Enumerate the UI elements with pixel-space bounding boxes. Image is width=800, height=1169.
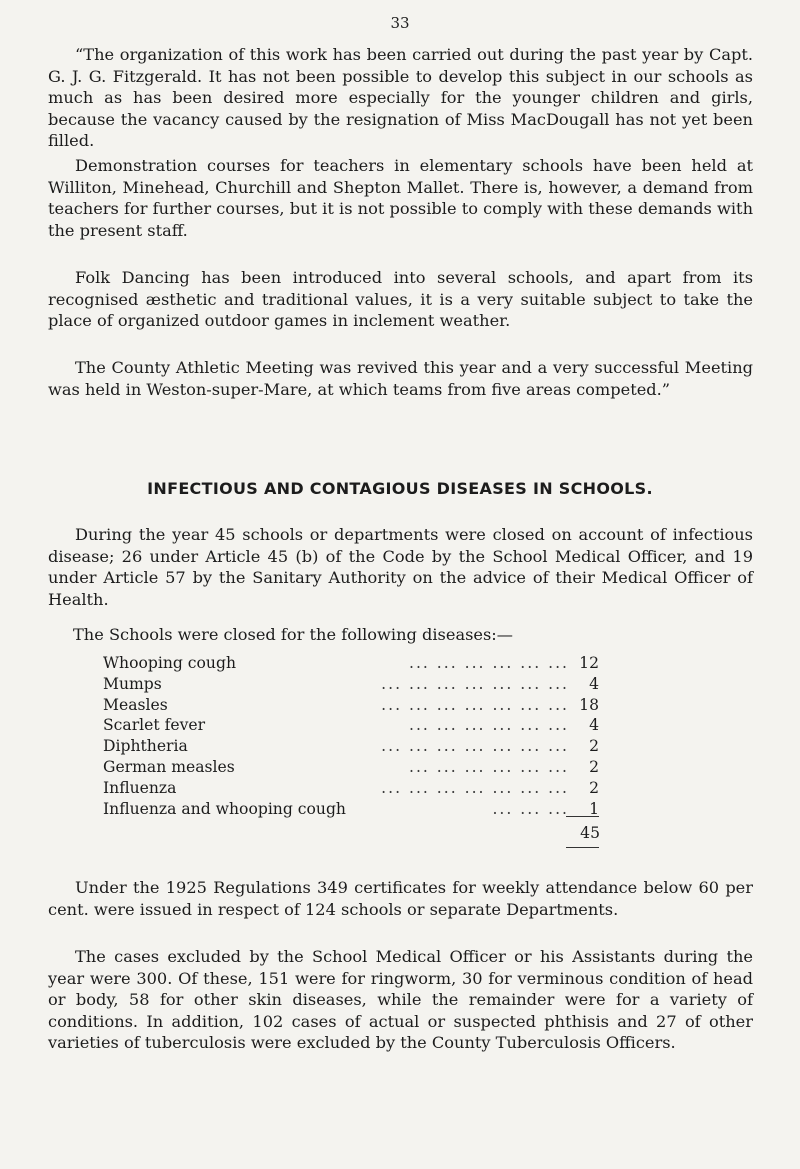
- dot-leader: ... ... ... ... ... ...: [408, 654, 569, 672]
- disease-count: 1: [589, 799, 599, 818]
- dot-leader: ... ... ... ... ... ... ...: [381, 737, 569, 756]
- dot-leader: ... ... ... ... ... ...: [408, 716, 569, 735]
- paragraph-demonstration-courses: Demonstration courses for teachers in elementary schools have been held at Williton, Minehead, Churchill and Shepton Mallet. There is, however, a demand from teachers for further courses, but it is not possible to comply with these demands with the present staff.: [48, 156, 753, 240]
- dot-leader: ... ... ... ... ... ... ...: [381, 674, 569, 693]
- paragraph-organization: “The organization of this work has been carried out during the past year by Capt. G. J. G. Fitzgerald. It has not been possible to develop this subject in our schools as much as has been desired more especially for the younger children and girls, because the vacancy caused by the resignation of Miss MacDougall has not yet been filled.: [48, 45, 753, 150]
- dot-leader: ... ... ... ... ... ...: [408, 757, 569, 776]
- disease-count: 4: [589, 716, 599, 735]
- disease-count: 2: [589, 737, 599, 756]
- paragraph-regulations: Under the 1925 Regulations 349 certificates for weekly attendance below 60 per cent. were issued in respect of 124 schools or separate Departments.: [48, 878, 753, 919]
- dot-leader: ... ... ... ... ... ... ...: [381, 778, 569, 797]
- disease-count: 12: [579, 654, 599, 672]
- disease-row: [103, 716, 599, 737]
- paragraph-school-closures: During the year 45 schools or departments were closed on account of infectious disease; 26 under Article 45 (b) of the Code by the School Medical Officer, and 19 under Article 57 by the Sanitary Authority on the advice of their Medical Officer of Health.: [48, 525, 753, 609]
- disease-count: 18: [579, 695, 599, 714]
- disease-count: 2: [589, 757, 599, 776]
- disease-count: 2: [589, 778, 599, 797]
- paragraph-athletic-meeting: The County Athletic Meeting was revived this year and a very successful Meeting was held in Weston-super-Mare, at which teams from five areas competed.”: [48, 358, 753, 399]
- total-rule-bottom: [566, 847, 599, 848]
- disease-row: [103, 675, 599, 696]
- total-rule-top: [566, 816, 599, 817]
- disease-name: Scarlet fever: [103, 716, 206, 735]
- disease-row: [103, 800, 599, 821]
- disease-row: [103, 737, 599, 758]
- disease-name: Diphtheria: [103, 737, 188, 756]
- disease-row: [103, 779, 599, 800]
- disease-list: [103, 654, 599, 820]
- disease-row: [103, 654, 599, 675]
- disease-name: German measles: [103, 757, 235, 776]
- disease-name: Whooping cough: [103, 654, 236, 672]
- disease-name: Mumps: [103, 674, 162, 693]
- section-heading: INFECTIOUS AND CONTAGIOUS DISEASES IN SCHOOLS.: [147, 479, 653, 498]
- disease-row: [103, 758, 599, 779]
- dot-leader: ... ... ... ... ... ... ...: [381, 695, 569, 714]
- page-number: 33: [390, 14, 410, 32]
- disease-name: Influenza: [103, 778, 177, 797]
- total-count: 45: [580, 824, 600, 842]
- disease-row: [103, 696, 599, 717]
- paragraph-exclusions: The cases excluded by the School Medical Officer or his Assistants during the year were 300. Of these, 151 were for ringworm, 30 for verminous condition of head or body, 58 for other skin diseases, while the remainder were for a variety of conditions. In addition, 102 cases of actual or suspected phthisis and 27 of other varieties of tuberculosis were excluded by the County Tuberculosis Officers.: [48, 947, 753, 1052]
- disease-name: Measles: [103, 695, 168, 714]
- paragraph-folk-dancing: Folk Dancing has been introduced into several schools, and apart from its recognised æsthetic and traditional values, it is a very suitable subject to take the place of organized outdoor games in inclement weather.: [48, 268, 753, 330]
- disease-name: Influenza and whooping cough: [103, 799, 346, 818]
- disease-list-intro: The Schools were closed for the following diseases:—: [73, 625, 513, 644]
- dot-leader: ... ... ...: [492, 799, 569, 818]
- disease-count: 4: [589, 674, 599, 693]
